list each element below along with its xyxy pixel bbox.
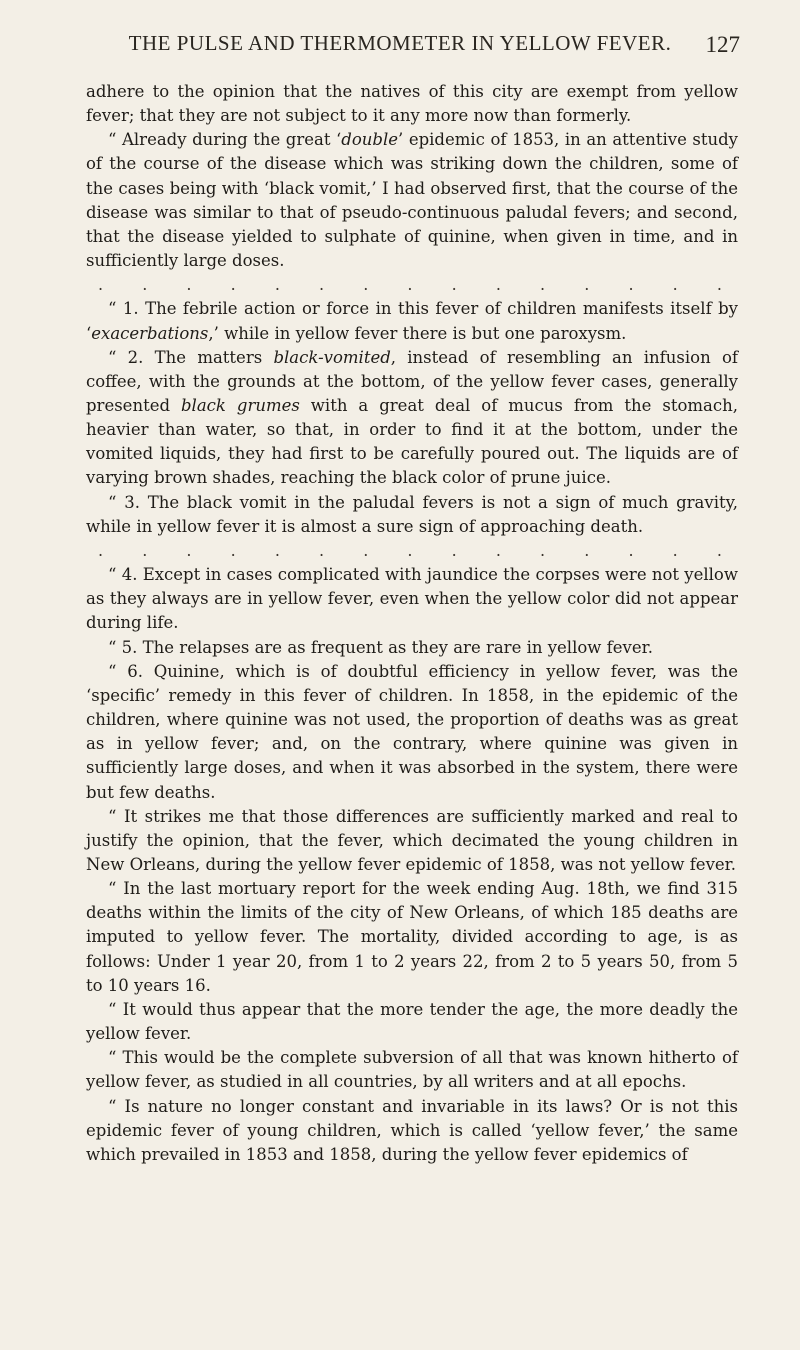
dot: . [319, 275, 325, 295]
dot: . [186, 540, 192, 560]
italic-text: black grumes [181, 396, 300, 416]
dot: . [319, 540, 325, 560]
paragraph: “ It strikes me that those differences are sufficiently marked and real to justify the opinion, that the fever, which decimated the young children in New Orleans, during the yellow fever epidemic of 1858, was not yellow fever. [86, 806, 738, 874]
paragraph [86, 346, 738, 491]
dot: . [584, 275, 590, 295]
paragraph: “ 5. The relapses are as frequent as they are rare in yellow fever. [108, 637, 653, 657]
paragraph: “ It would thus appear that the more tender the age, the more deadly the yellow fever. [86, 999, 738, 1044]
dot: . [716, 275, 722, 295]
dot: . [230, 540, 236, 560]
dot: . [495, 275, 501, 295]
dot: . [98, 540, 104, 560]
paragraph: “ This would be the complete subversion of all that was known hitherto of yellow fever, as studied in all countries, by all writers and at all epochs. [86, 1048, 738, 1092]
paragraph: “ 6. Quinine, which is of doubtful efficiency in yellow fever, was the ‘specific’ remedy in this fever of children. In 1858, in the epidemic of the children, where quinine was not used, the proportion of deaths was as great as in yellow fever; and, on the contrary, where quinine was given in sufficiently large doses, and when it was absorbed in the system, there were but few deaths. [86, 661, 738, 802]
dot: . [274, 275, 280, 295]
italic-text: exacerbations [91, 323, 209, 343]
text-run: “ 1. The febrile action or force in this fever of children manifests itself by ‘ [86, 299, 738, 343]
dot: . [451, 275, 457, 295]
italic-text: double [341, 130, 399, 150]
paragraph: “ 3. The black vomit in the paludal fevers is not a sign of much gravity, while in yellow fever it is almost a sure sign of approaching death. [86, 492, 738, 536]
dot: . [363, 540, 369, 560]
dot: . [628, 275, 634, 295]
dot: . [716, 540, 722, 560]
dot: . [142, 540, 148, 560]
dot: . [98, 275, 104, 295]
paragraph: “ In the last mortuary report for the week ending Aug. 18th, we find 315 deaths within the limits of the city of New Orleans, of which 185 deaths are imputed to yellow fever. The mortality, divided according to age, is as follows: Under 1 year 20, from 1 to 2 years 22, from 2 to 5 years 50, from 5 to 10 years 16. [86, 879, 738, 995]
italic-text: black-vomited [273, 347, 391, 367]
dot: . [628, 540, 634, 560]
text-run: , instead of resembling an infusion of coffee, with the grounds at the bottom, of the yellow fever cases, generally presented [86, 347, 738, 416]
dot: . [230, 275, 236, 295]
text-run: ,’ while in yellow fever there is but one paroxysm. [208, 323, 627, 343]
dot: . [407, 275, 413, 295]
dot: . [186, 275, 192, 295]
paragraph: adhere to the opinion that the natives of this city are exempt from yellow fever; that they are not subject to it any more now than formerly. [86, 82, 738, 126]
text-run: with a great deal of mucus from the stomach, heavier than water, so that, in order to find it at the bottom, under the vomited liquids, they had first to be carefully poured out. The liquids are of varying brown shades, reaching the black color of prune juice. [86, 396, 738, 488]
dot: . [407, 540, 413, 560]
page-number: 127 [705, 32, 740, 57]
text-run: “ 2. The matters [108, 347, 274, 367]
paragraph [86, 128, 738, 273]
dot: . [495, 540, 501, 560]
dot: . [672, 540, 678, 560]
dot: . [142, 275, 148, 295]
dot: . [451, 540, 457, 560]
body-text [86, 80, 738, 1167]
paragraph [86, 297, 738, 345]
dot: . [584, 540, 590, 560]
text-run: ’ epidemic of 1853, in an attentive study of the course of the disease which was striking down the children, some of the cases being with ‘black vomit,’ I had observed first, that the course of the disease was similar to that of pseudo-continuous paludal fevers; and second, that the disease yielded to sulphate of quinine, when given in time, and in sufficiently large doses. [86, 130, 738, 271]
running-header [60, 22, 740, 56]
ellipsis-dots [86, 273, 738, 297]
header-title: THE PULSE AND THERMOMETER IN YELLOW FEVER. [128, 31, 672, 55]
ellipsis-dots [86, 539, 738, 563]
dot: . [540, 540, 546, 560]
paragraph: “ 4. Except in cases complicated with jaundice the corpses were not yellow as they always are in yellow fever, even when the yellow color did not appear during life. [86, 565, 738, 633]
dot: . [363, 275, 369, 295]
text-run: “ Already during the great ‘ [108, 130, 342, 150]
dot: . [672, 275, 678, 295]
paragraph: “ Is nature no longer constant and invariable in its laws? Or is not this epidemic fever of young children, which is called ‘yellow fever,’ the same which prevailed in 1853 and 1858, during the yellow fever epidemics of [86, 1096, 738, 1164]
dot: . [540, 275, 546, 295]
dot: . [274, 540, 280, 560]
